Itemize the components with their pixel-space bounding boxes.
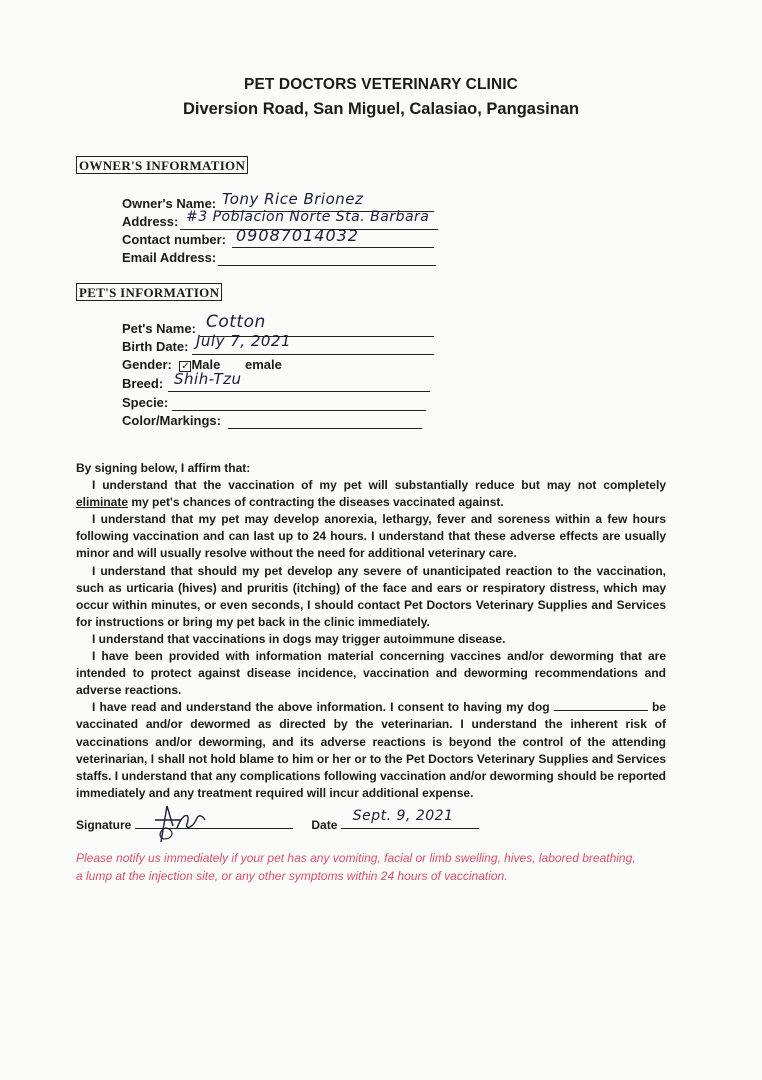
pet-specie-field	[122, 394, 168, 412]
owner-name-value: Tony Rice Brionez	[222, 190, 364, 208]
owner-contact-line	[232, 247, 434, 248]
pet-breed-label: Breed:	[122, 376, 164, 391]
pet-name-label: Pet's Name:	[122, 321, 196, 336]
consent-paragraph-5: I have been provided with information material concerning vaccines and/or deworming that are intended to protect against disease incidence, vaccination and deworming recommendations and adverse reactions.	[76, 649, 666, 698]
pet-specie-label: Specie:	[122, 395, 169, 410]
pet-birthdate-field	[122, 332, 291, 356]
owner-contact-label: Contact number:	[122, 232, 226, 247]
pet-name-field	[122, 312, 266, 338]
male-checkbox[interactable]: ✓	[181, 361, 190, 372]
pet-birthdate-line	[192, 354, 434, 355]
consent-text	[76, 460, 666, 802]
pet-section-title: PET'S INFORMATION	[76, 283, 222, 301]
gender-male-label: Male	[191, 357, 221, 372]
pet-breed-field	[122, 370, 242, 393]
owner-email-field	[122, 249, 216, 267]
signature-label: Signature	[76, 818, 132, 832]
consent-paragraph-6: I have read and understand the above information. I consent to having my dog be vaccinated and/or dewormed as directed by the veterinarian. I understand the inherent risk of vaccinations and/or deworming, and its adverse reactions is beyond the control of the attending veterinarian, I shall not hold blame to him or her or to the Pet Doctors Veterinary Supplies and Services staffs. I understand that any complications following vaccination and/or deworming should be reported immediately and any treatment required will incur additional expense.	[76, 700, 666, 800]
notice-text: Please notify us immediately if your pet has any vomiting, facial or limb swelling, hives, labored breathing, a lump at the injection site, or any other symptoms within 24 hours of vaccination.	[76, 851, 636, 883]
female-checkbox[interactable]	[242, 360, 245, 369]
owner-address-field	[122, 209, 430, 231]
clinic-name: PET DOCTORS VETERINARY CLINIC	[244, 76, 518, 93]
pet-birthdate-label: Birth Date:	[122, 339, 189, 354]
pet-birthdate-value: July 7, 2021	[196, 332, 291, 350]
signature-row	[76, 808, 479, 835]
owner-email-label: Email Address:	[122, 250, 217, 265]
pet-color-field	[122, 412, 221, 430]
consent-paragraph-3: I understand that should my pet develop any severe of unanticipated reaction to the vaccination, such as urticaria (hives) and pruritis (itching) of the face and ears or respiratory distress, which may occur within minutes, or even seconds, I should contact Pet Doctors Veterinary Supplies and Services for instructions or bring my pet back in the clinic immediately.	[76, 563, 666, 629]
date-value: Sept. 9, 2021	[352, 808, 454, 824]
owner-email-line	[218, 265, 436, 266]
clinic-address: Diversion Road, San Miguel, Calasiao, Pangasinan	[182, 100, 580, 118]
consent-lead: By signing below, I affirm that:	[76, 461, 251, 475]
dog-name-blank[interactable]	[554, 699, 648, 711]
pet-color-label: Color/Markings:	[122, 413, 221, 428]
pet-specie-line	[172, 410, 426, 411]
owner-address-label: Address:	[122, 214, 179, 229]
owner-name-label: Owner's Name:	[122, 196, 217, 211]
pet-breed-value: Shih-Tzu	[174, 370, 242, 388]
owner-contact-value: 09087014032	[236, 226, 359, 245]
owner-contact-field	[122, 226, 359, 249]
consent-paragraph-1: I understand that the vaccination of my pet will substantially reduce but may not completely eliminate my pet's chances of contracting the diseases vaccinated against.	[76, 478, 666, 510]
consent-paragraph-2: I understand that my pet may develop anorexia, lethargy, fever and soreness within a few hours following vaccination and can last up to 24 hours. I understand that these adverse effects are usually minor and will usually resolve without the need for additional veterinary care.	[76, 512, 666, 561]
pet-color-line	[228, 428, 422, 429]
date-line[interactable]	[341, 808, 479, 829]
signature-scribble	[147, 798, 217, 844]
pet-breed-line	[168, 391, 430, 392]
date-label: Date	[311, 818, 338, 832]
eliminate-underlined: eliminate	[76, 495, 129, 510]
pet-name-value: Cotton	[206, 312, 266, 332]
consent-paragraph-4: I understand that vaccinations in dogs may trigger autoimmune disease.	[92, 631, 506, 646]
owner-section-title: OWNER'S INFORMATION	[76, 156, 248, 174]
owner-address-value: #3 Poblacion Norte Sta. Barbara	[186, 209, 430, 225]
signature-line[interactable]	[135, 816, 293, 829]
pet-gender-label: Gender:	[122, 357, 172, 372]
gender-female-label: emale	[245, 357, 282, 372]
